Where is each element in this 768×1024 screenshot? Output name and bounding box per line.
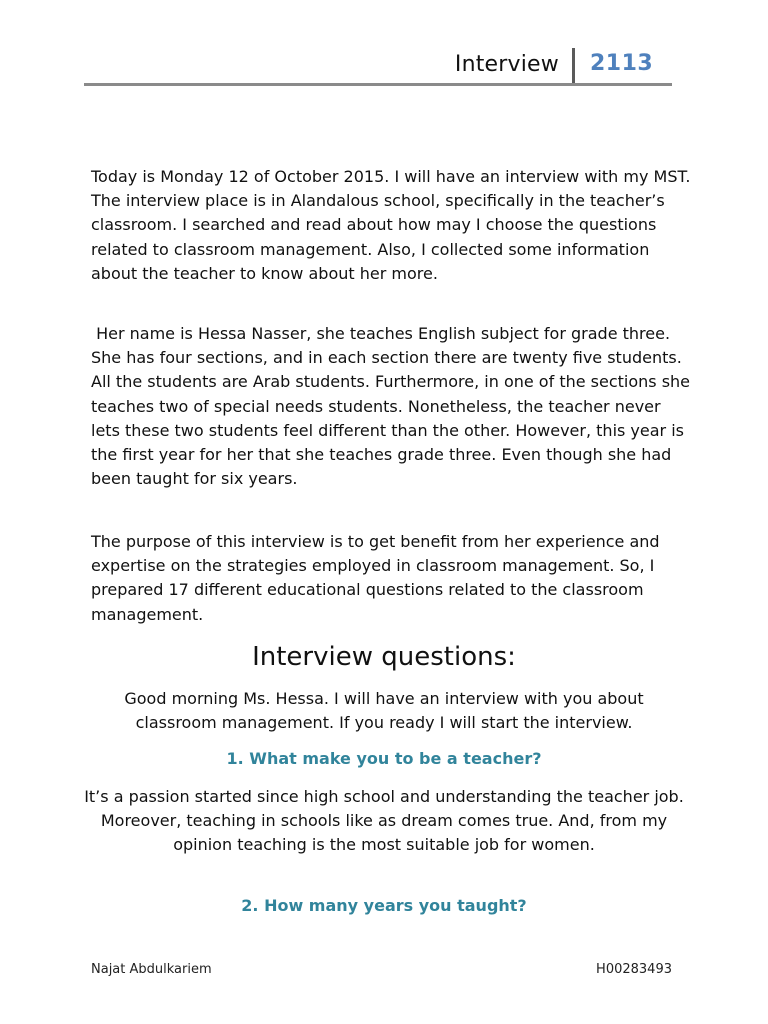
paragraph-intro: Today is Monday 12 of October 2015. I will have an interview with my MST. The interview place is in Alandalous school, specifically in the teacher’s classroom. I searched and read about how may I choose the questions related to classroom management. Also, I collected some information about the teacher to know about her more. [91,167,691,283]
question-2: 2. How many years you taught? [241,896,527,915]
footer-id: H00283493 [596,962,672,977]
footer-author: Najat Abdulkariem [91,962,212,977]
page-header [84,44,672,86]
paragraph-purpose: The purpose of this interview is to get benefit from her experience and expertise on the strategies employed in classroom management. So, I prepared 17 different educational questions related to the classroom management. [91,532,660,624]
greeting-text: Good morning Ms. Hessa. I will have an interview with you about classroom management. If you ready I will start the interview. [124,689,644,733]
answer-1: It’s a passion started since high school and understanding the teacher job. Moreover, teaching in schools like as dream comes true. And, from my opinion teaching is the most suitable job for women. [84,787,684,855]
header-rule [84,83,672,86]
question-1: 1. What make you to be a teacher? [226,749,542,768]
header-title: Interview [454,52,559,77]
section-heading: Interview questions: [252,642,516,672]
header-page-number: 2113 [590,51,654,76]
paragraph-teacher: Her name is Hessa Nasser, she teaches English subject for grade three. She has four sections, and in each section there are twenty five students. All the students are Arab students. Furthermore, in one of the sections she teaches two of special needs students. Nonetheless, the teacher never lets these two students feel different than the other. However, this year is the first year for her that she teaches grade three. Even though she had been taught for six years. [91,324,696,489]
header-separator [572,48,575,84]
